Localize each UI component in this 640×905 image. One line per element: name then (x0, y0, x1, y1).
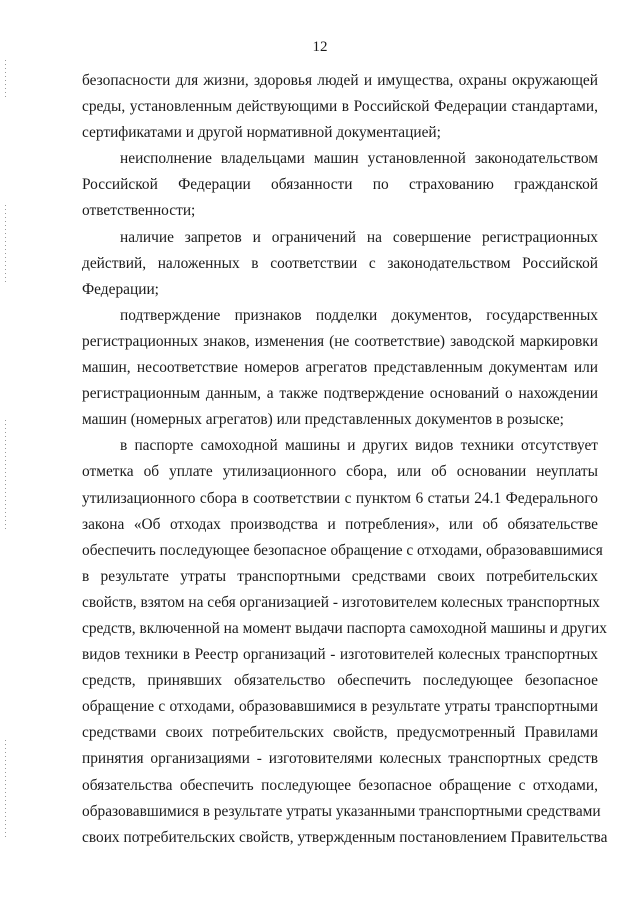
paragraph (82, 146, 598, 224)
paragraph (82, 68, 598, 146)
text-line: образовавшимися в результате утраты указанными транспортными средствами (82, 802, 601, 820)
text-line: регистрационным данным, а также подтверждение оснований о нахождении (82, 385, 598, 403)
margin-mark (5, 420, 6, 530)
document-body (82, 68, 608, 851)
text-line: своих потребительских свойств, утвержденным постановлением Правительства (82, 828, 608, 846)
text-line: Федерации; (82, 280, 159, 298)
text-line: средств, включенной на момент выдачи паспорта самоходной машины и других (82, 619, 607, 637)
text-line: наличие запретов и ограничений на совершение регистрационных (120, 228, 598, 246)
text-line: машин, несоответствие номеров агрегатов представленным документам или (82, 359, 598, 377)
text-line: обеспечить последующее безопасное обращение с отходами, образовавшимися (82, 541, 603, 559)
text-line: видов техники в Реестр организаций - изготовителей колесных транспортных (82, 646, 598, 664)
text-line: безопасности для жизни, здоровья людей и имущества, охраны окружающей (82, 72, 598, 89)
text-line: обращение с отходами, образовавшимися в результате утраты транспортными (82, 698, 598, 716)
text-line: утилизационного сбора в соответствии с пунктом 6 статьи 24.1 Федерального (82, 489, 598, 507)
text-line: отметка об уплате утилизационного сбора, или об основании неуплаты (82, 463, 598, 481)
margin-scan-marks (0, 0, 12, 905)
margin-mark (5, 740, 6, 840)
text-line: в паспорте самоходной машины и других видов техники отсутствует (120, 437, 598, 455)
text-line: ответственности; (82, 202, 196, 220)
paragraph (82, 303, 598, 433)
text-line: в результате утраты транспортными средствами своих потребительских (82, 567, 598, 585)
page-number: 12 (312, 39, 328, 55)
text-line: среды, установленным действующими в Российской Федерации стандартами, (82, 98, 598, 116)
margin-mark (5, 205, 6, 285)
text-line: закона «Об отходах производства и потребления», или об обязательстве (82, 515, 598, 533)
text-line: регистрационных знаков, изменения (не соответствие) заводской маркировки (82, 332, 598, 350)
text-line: средствами своих потребительских свойств, предусмотренный Правилами (82, 724, 598, 742)
text-line: сертификатами и другой нормативной документацией; (82, 124, 441, 142)
paragraph (82, 433, 608, 851)
text-line: принятия организациями - изготовителями колесных транспортных средств (82, 750, 598, 768)
text-line: машин (номерных агрегатов) или представленных документов в розыске; (82, 411, 564, 429)
text-line: подтверждение признаков подделки документов, государственных (120, 306, 598, 324)
text-line: неисполнение владельцами машин установленной законодательством (120, 150, 598, 168)
text-line: свойств, взятом на себя организацией - изготовителем колесных транспортных (82, 593, 600, 611)
margin-mark (5, 60, 6, 100)
paragraph (82, 225, 598, 303)
text-line: Российской Федерации обязанности по страхованию гражданской (82, 176, 598, 194)
text-line: средств, принявших обязательство обеспечить последующее безопасное (82, 672, 598, 690)
text-line: обязательства обеспечить последующее безопасное обращение с отходами, (82, 776, 598, 794)
text-line: действий, наложенных в соответствии с законодательством Российской (82, 254, 598, 272)
